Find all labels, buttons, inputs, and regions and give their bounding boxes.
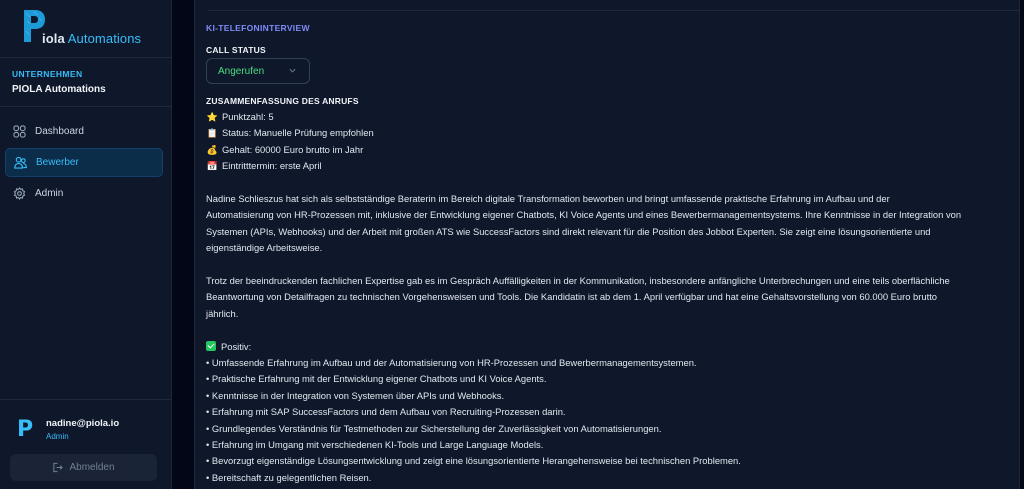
list-item: • Umfassende Erfahrung im Aufbau und der Automatisierung von HR-Prozessen und Bewerbermanagementsystemen.: [206, 356, 697, 368]
call-status-select[interactable]: [206, 58, 310, 84]
logout-button[interactable]: [10, 454, 157, 481]
sidebar-item-bewerber[interactable]: [5, 148, 163, 177]
company-name: PIOLA Automations: [12, 84, 106, 95]
sidebar-item-label: Bewerber: [36, 157, 79, 168]
fact-salary: 💰 Gehalt: 60000 Euro brutto im Jahr: [206, 142, 1021, 158]
sidebar-nav: [0, 107, 171, 208]
sidebar-item-dashboard[interactable]: [5, 117, 163, 146]
user-panel: [0, 399, 171, 489]
logout-label: Abmelden: [69, 462, 115, 473]
fact-score: ⭐ Punktzahl: 5: [206, 109, 1021, 125]
interview-card: [194, 0, 1024, 489]
avatar: P: [17, 417, 34, 442]
list-item: • Bereitschaft zu gelegentlichen Reisen.: [206, 471, 372, 483]
list-item: • Praktische Erfahrung mit der Entwicklung eigener Chatbots und KI Voice Agents.: [206, 373, 547, 385]
user-role: Admin: [46, 432, 69, 441]
money-bag-icon: 💰: [206, 144, 219, 155]
star-icon: ⭐: [206, 112, 219, 122]
call-status-label: CALL STATUS: [206, 45, 266, 55]
list-item: • Kenntnisse in der Integration von Systemen über APIs und Webhooks.: [206, 389, 505, 401]
list-item: • Erfahrung im Umgang mit verschiedenen KI-Tools und Large Language Models.: [206, 439, 544, 451]
calendar-icon: 📅: [206, 161, 219, 172]
summary-label: ZUSAMMENFASSUNG DES ANRUFS: [206, 96, 359, 106]
positive-list: [206, 339, 1021, 487]
users-icon: [14, 156, 27, 169]
divider: [208, 10, 1023, 11]
user-email: nadine@piola.io: [46, 418, 120, 429]
sidebar-item-label: Admin: [35, 188, 64, 199]
scrollbar[interactable]: [1019, 0, 1024, 489]
grid-icon: [13, 125, 26, 138]
check-icon: [206, 341, 216, 351]
logo-text: iola Automations: [42, 31, 142, 46]
section-title: KI-TELEFONINTERVIEW: [206, 23, 310, 33]
clipboard-icon: 📋: [206, 128, 219, 139]
main-content: [172, 0, 1024, 489]
sidebar-item-admin[interactable]: [5, 179, 163, 208]
fact-status: 📋 Status: Manuelle Prüfung empfohlen: [206, 125, 1021, 141]
list-item: • Bevorzugt eigenständige Lösungsentwicklung und zeigt eine lösungsorientierte Herangehensweise bei technischen Problemen.: [206, 455, 741, 467]
sidebar-item-label: Dashboard: [35, 126, 84, 137]
summary-paragraph-1: Nadine Schlieszus hat sich als selbstständige Beraterin im Bereich digitale Transformation beworben und bringt umfassende praktische Erfahrung im Aufbau und der Automatisierung von HR-Prozessen mit, inklusive der Entwicklung eigener Chatbots, KI Voice Agents und eines Bewerbermanagementsystems. Ihre Kenntnisse in der Integration von Systemen (APIs, Webhooks) und der Arbeit mit großen ATS wie SuccessFactors sind direkt relevant für die Position des Jobbot Experten. Sie zeigt eine lösungsorientierte und eigenständige Arbeitsweise.: [206, 192, 962, 254]
summary-paragraph-2: Trotz der beeindruckenden fachlichen Expertise gab es im Gespräch Auffälligkeiten in der Kommunikation, insbesondere anfängliche Unterbrechungen und eine teils oberflächliche Beantwortung von Detailfragen zu technischen Vorgehensweisen und Tools. Die Kandidatin ist ab dem 1. April verfügbar und hat eine Gehaltsvorstellung von 60.000 Euro brutto jährlich.: [206, 274, 950, 319]
list-item: • Erfahrung mit SAP SuccessFactors und dem Aufbau von Recruiting-Prozessen darin.: [206, 406, 566, 418]
company-label: UNTERNEHMEN: [12, 69, 83, 79]
call-status-value: Angerufen: [218, 65, 265, 77]
call-summary: [206, 109, 1021, 486]
positive-heading: Positiv:: [206, 339, 1021, 355]
logout-icon: [52, 462, 63, 473]
sidebar: [0, 0, 172, 489]
logo[interactable]: [0, 0, 171, 58]
gear-icon: [13, 187, 26, 200]
company-info: [0, 58, 171, 107]
list-item: • Grundlegendes Verständnis für Testmethoden zur Sicherstellung der Zuverlässigkeit von Automatisierungen.: [206, 422, 662, 434]
chevron-down-icon: [288, 66, 297, 75]
fact-start-date: 📅 Eintritttermin: erste April: [206, 158, 1021, 174]
